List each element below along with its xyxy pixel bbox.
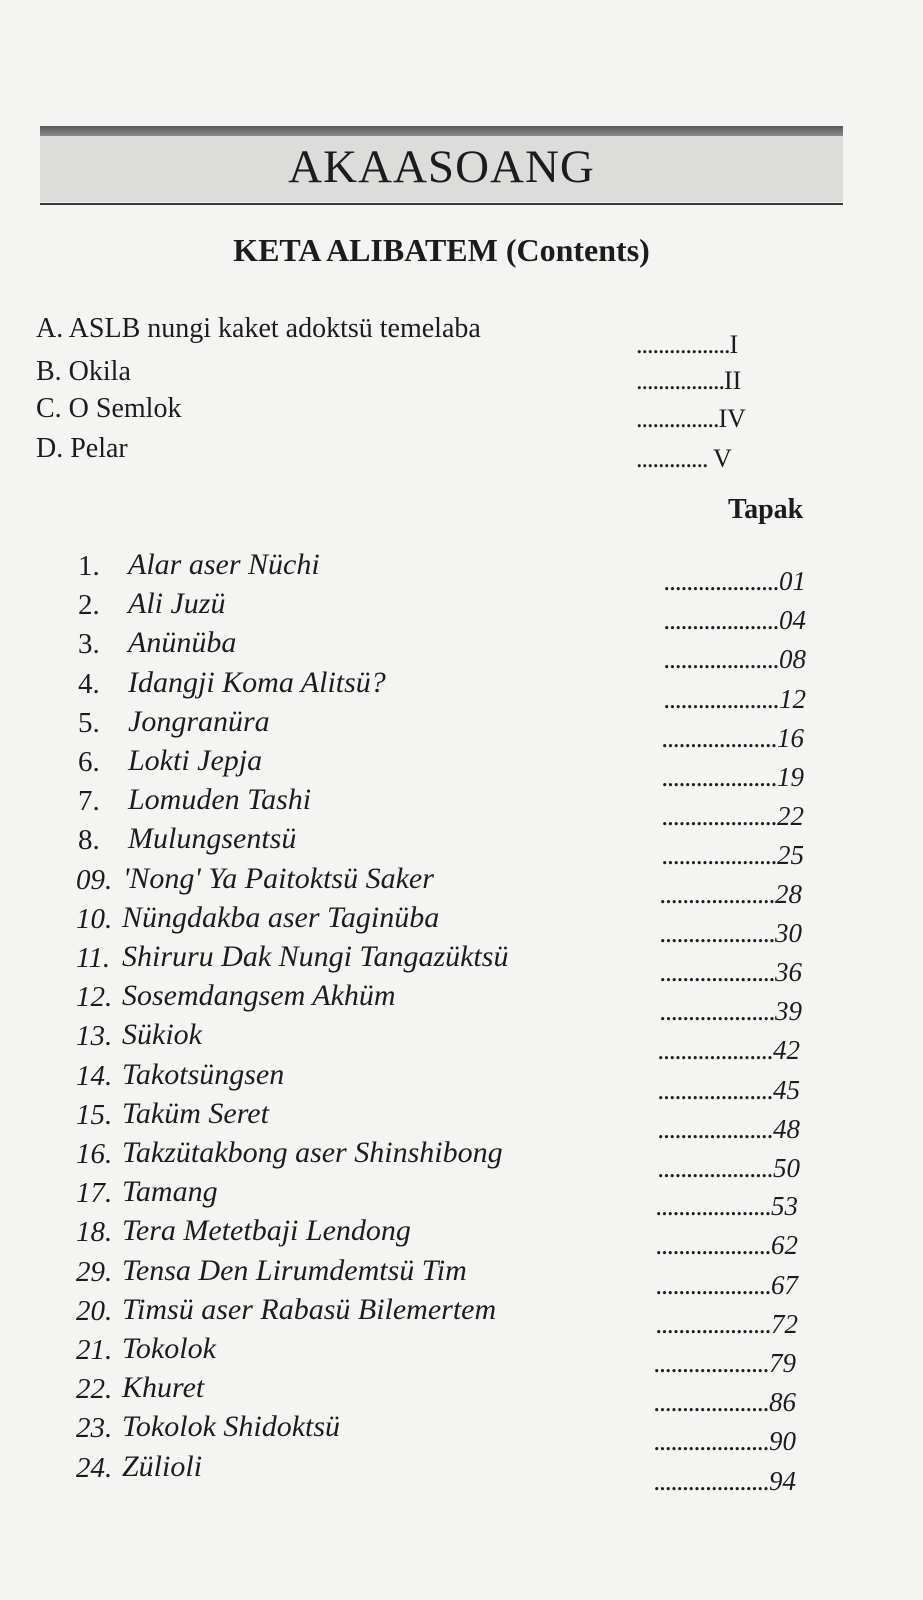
preface-item-page: IV <box>718 404 746 433</box>
contents-item <box>0 1214 923 1260</box>
contents-item-title: Ali Juzü <box>128 587 226 620</box>
contents-item-title: Zülioli <box>122 1450 203 1483</box>
header-top-rule <box>40 126 843 136</box>
preface-item-page: I <box>729 330 739 359</box>
contents-item <box>0 1410 923 1456</box>
contents-item-page: 94 <box>769 1466 796 1496</box>
contents-item-page: 36 <box>775 957 802 987</box>
contents-item-number: 22. <box>76 1373 113 1405</box>
contents-item-leader: ....................08 <box>664 644 806 674</box>
contents-item-leader: ....................16 <box>662 723 804 753</box>
contents-item-leader: ....................45 <box>658 1075 800 1105</box>
contents-item-title: Lokti Jepja <box>128 744 263 777</box>
contents-item-leader: ....................04 <box>664 605 806 635</box>
contents-item-page: 04 <box>779 605 806 635</box>
contents-item <box>0 940 923 987</box>
contents-item-page: 22 <box>777 801 804 831</box>
contents-item-number: 17. <box>76 1177 113 1209</box>
contents-item-title: Anünüba <box>128 626 237 659</box>
contents-item-leader: ....................94 <box>654 1466 796 1496</box>
contents-item-number: 5. <box>78 707 100 739</box>
contents-item-title: Nüngdakba aser Taginüba <box>122 901 440 934</box>
header-bottom-rule <box>40 203 843 205</box>
contents-item-page: 50 <box>773 1153 800 1183</box>
contents-item-title: Khuret <box>122 1371 205 1404</box>
contents-item-page: 53 <box>771 1191 798 1221</box>
contents-item-title: 'Nong' Ya Paitoktsü Saker <box>123 862 434 895</box>
contents-item-page: 08 <box>779 644 806 674</box>
contents-item-title: Sosemdangsem Akhüm <box>122 979 396 1012</box>
contents-item <box>0 783 923 831</box>
contents-item-title: Takotsüngsen <box>122 1058 285 1091</box>
contents-item <box>0 822 923 870</box>
contents-item-number: 21. <box>76 1334 113 1366</box>
contents-item-leader: ....................30 <box>660 918 802 948</box>
contents-item <box>0 626 923 674</box>
contents-item-title: Sükiok <box>122 1018 202 1051</box>
contents-item-number: 15. <box>76 1099 113 1131</box>
contents-item <box>0 1254 923 1300</box>
contents-item <box>0 979 923 1026</box>
contents-item <box>0 1097 923 1144</box>
contents-item-title: Takzütakbong aser Shinshibong <box>122 1136 503 1169</box>
contents-item <box>0 705 923 753</box>
contents-item-title: Shiruru Dak Nungi Tangazüktsü <box>122 940 509 973</box>
contents-item-title: Lomuden Tashi <box>128 783 312 816</box>
preface-item-label: D. Pelar <box>36 433 128 464</box>
contents-item <box>0 1175 923 1221</box>
preface-item-label: C. O Semlok <box>36 393 182 424</box>
contents-item-leader: ....................01 <box>664 566 806 596</box>
contents-item-number: 13. <box>76 1020 113 1052</box>
contents-item <box>0 1136 923 1183</box>
page-title: AKAASOANG <box>288 141 595 193</box>
contents-item-leader: ....................50 <box>658 1153 800 1183</box>
contents-item <box>0 1371 923 1417</box>
contents-item-title: Alar aser Nüchi <box>128 548 320 581</box>
contents-item-number: 10. <box>76 903 113 935</box>
contents-item-page: 86 <box>769 1387 796 1417</box>
contents-item-page: 90 <box>769 1426 796 1456</box>
contents-item-page: 79 <box>769 1348 796 1378</box>
contents-item-page: 25 <box>777 840 804 870</box>
preface-item-label: B. Okila <box>36 356 131 387</box>
contents-item-number: 23. <box>76 1412 113 1444</box>
contents-item-title: Tera Metetbaji Lendong <box>122 1214 411 1247</box>
contents-item-title: Timsü aser Rabasü Bilemertem <box>122 1293 497 1326</box>
contents-item-page: 67 <box>771 1270 798 1300</box>
preface-item-leader: ...............IV <box>636 404 746 433</box>
contents-item-page: 62 <box>771 1230 798 1260</box>
contents-item-leader: ....................72 <box>656 1309 798 1339</box>
contents-item-title: Tokolok Shidoktsü <box>122 1410 341 1443</box>
contents-item-leader: ....................25 <box>662 840 804 870</box>
contents-item-number: 12. <box>76 981 113 1013</box>
contents-item <box>0 548 923 596</box>
contents-subtitle: KETA ALIBATEM (Contents) <box>233 232 650 268</box>
contents-item-leader: ....................39 <box>660 996 802 1026</box>
contents-item <box>0 1293 923 1339</box>
contents-item-number: 18. <box>76 1216 113 1248</box>
contents-item-title: Jongranüra <box>128 705 270 738</box>
preface-item-page: V <box>713 444 732 473</box>
contents-item-page: 39 <box>775 996 802 1026</box>
contents-item-number: 1. <box>78 550 100 582</box>
contents-item-number: 09. <box>76 864 113 896</box>
contents-item-title: Tokolok <box>122 1332 216 1365</box>
preface-item-leader: .................I <box>636 330 739 359</box>
contents-item-title: Taküm Seret <box>122 1097 269 1130</box>
contents-item-page: 19 <box>777 762 804 792</box>
contents-item-number: 2. <box>78 589 100 621</box>
contents-item-number: 3. <box>78 628 100 660</box>
contents-item-number: 24. <box>76 1452 113 1484</box>
contents-item-title: Idangji Koma Alitsü? <box>128 666 386 699</box>
contents-item-leader: ....................12 <box>664 684 806 714</box>
contents-item-number: 29. <box>76 1256 113 1288</box>
contents-item-leader: ....................28 <box>660 879 802 909</box>
contents-item <box>0 744 923 792</box>
contents-item-page: 42 <box>773 1035 800 1065</box>
contents-item-number: 6. <box>78 746 100 778</box>
contents-item <box>0 901 923 948</box>
contents-item-page: 16 <box>777 723 804 753</box>
contents-item-number: 16. <box>76 1138 113 1170</box>
contents-item-leader: ....................79 <box>654 1348 796 1378</box>
preface-item-leader: ................II <box>636 366 742 395</box>
contents-item <box>0 1058 923 1105</box>
contents-item-page: 12 <box>779 684 806 714</box>
preface-item-label: A. ASLB nungi kaket adoktsü temelaba <box>36 313 481 344</box>
contents-item <box>0 1018 923 1065</box>
contents-item-page: 48 <box>773 1114 800 1144</box>
contents-item-leader: ....................86 <box>654 1387 796 1417</box>
preface-item-leader: ............. V <box>636 444 732 473</box>
contents-item-leader: ....................48 <box>658 1114 800 1144</box>
contents-item-leader: ....................22 <box>662 801 804 831</box>
contents-item-leader: ....................53 <box>656 1191 798 1221</box>
contents-item-page: 28 <box>775 879 802 909</box>
contents-item-page: 01 <box>779 566 806 596</box>
contents-item-leader: ....................36 <box>660 957 802 987</box>
contents-item <box>0 862 923 909</box>
contents-item <box>0 587 923 635</box>
contents-item-page: 72 <box>771 1309 798 1339</box>
contents-item-number: 7. <box>78 785 100 817</box>
contents-item-title: Tensa Den Lirumdemtsü Tim <box>122 1254 467 1287</box>
page-column-label: Tapak <box>728 494 804 525</box>
contents-item-number: 14. <box>76 1060 113 1092</box>
contents-item <box>0 666 923 714</box>
contents-item-number: 11. <box>76 942 111 974</box>
contents-item-leader: ....................62 <box>656 1230 798 1260</box>
contents-item-title: Mulungsentsü <box>128 822 297 855</box>
contents-item-title: Tamang <box>122 1175 218 1208</box>
contents-item-page: 30 <box>775 918 802 948</box>
contents-item <box>0 1332 923 1378</box>
contents-item-number: 4. <box>78 668 100 700</box>
contents-item <box>0 1450 923 1496</box>
contents-item-leader: ....................42 <box>658 1035 800 1065</box>
contents-item-page: 45 <box>773 1075 800 1105</box>
contents-item-leader: ....................19 <box>662 762 804 792</box>
contents-item-number: 8. <box>78 824 100 856</box>
preface-item-page: II <box>724 366 742 395</box>
contents-item-number: 20. <box>76 1295 113 1327</box>
contents-item-leader: ....................67 <box>656 1270 798 1300</box>
contents-item-leader: ....................90 <box>654 1426 796 1456</box>
